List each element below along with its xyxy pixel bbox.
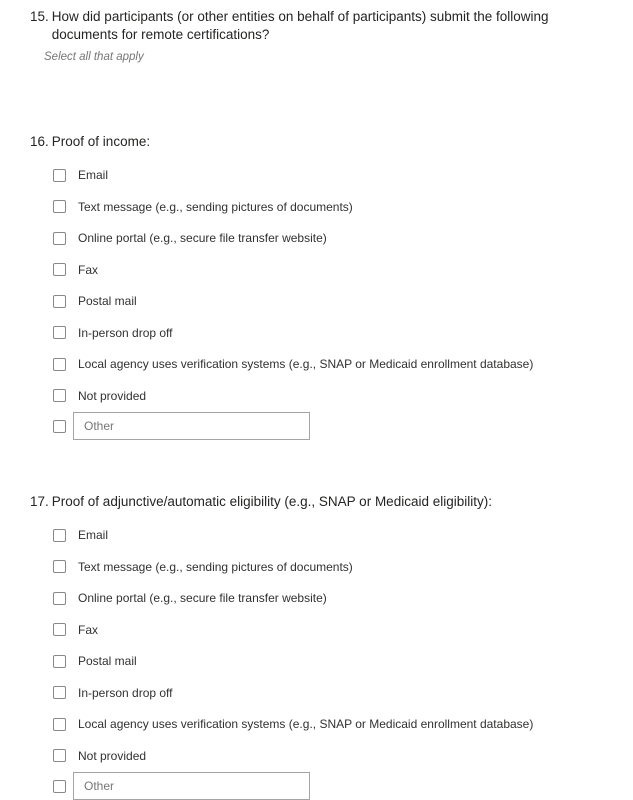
question-15-text: How did participants (or other entities on behalf of participants) submit the following documents for remote certifications? [51, 9, 549, 42]
question-15-subtitle: Select all that apply [44, 51, 144, 63]
checkbox-icon[interactable] [53, 200, 66, 213]
checkbox-option[interactable] [53, 654, 615, 668]
question-16-other-option [53, 412, 615, 440]
checkbox-label: Local agency uses verification systems (e.g., SNAP or Medicaid enrollment database) [78, 357, 534, 371]
checkbox-label: Local agency uses verification systems (e.g., SNAP or Medicaid enrollment database) [78, 717, 534, 731]
checkbox-option[interactable] [53, 717, 615, 731]
question-16-title [30, 133, 615, 151]
checkbox-option[interactable] [53, 623, 615, 637]
checkbox-label: In-person drop off [78, 325, 173, 340]
question-16-text: Proof of income: [51, 134, 151, 149]
checkbox-label: Not provided [78, 748, 147, 763]
checkbox-label: Postal mail [78, 654, 137, 668]
checkbox-label: Online portal (e.g., secure file transfer website) [78, 591, 327, 605]
checkbox-option[interactable] [53, 294, 615, 308]
checkbox-icon[interactable] [53, 686, 66, 699]
checkbox-icon[interactable] [53, 655, 66, 668]
checkbox-option[interactable] [53, 263, 615, 277]
checkbox-option[interactable] [53, 591, 615, 605]
other-text-input[interactable] [73, 772, 310, 800]
checkbox-label: In-person drop off [78, 685, 173, 700]
checkbox-icon[interactable] [53, 560, 66, 573]
question-16-options [53, 168, 615, 403]
checkbox-label: Not provided [78, 388, 147, 403]
checkbox-option[interactable] [53, 357, 615, 371]
checkbox-icon[interactable] [53, 749, 66, 762]
checkbox-icon[interactable] [53, 718, 66, 731]
question-17-other-option [53, 772, 615, 800]
checkbox-icon[interactable] [53, 529, 66, 542]
checkbox-icon[interactable] [53, 358, 66, 371]
checkbox-label: Email [78, 528, 109, 542]
checkbox-label: Online portal (e.g., secure file transfer website) [78, 231, 327, 245]
checkbox-label: Fax [78, 262, 99, 277]
checkbox-icon[interactable] [53, 263, 66, 276]
checkbox-icon[interactable] [53, 623, 66, 636]
question-17-options [53, 528, 615, 763]
question-16-number: 16. [30, 134, 49, 149]
checkbox-option[interactable] [53, 200, 615, 214]
checkbox-icon[interactable] [53, 420, 66, 433]
checkbox-label: Text message (e.g., sending pictures of documents) [78, 199, 353, 214]
question-15 [30, 8, 615, 64]
checkbox-option[interactable] [53, 749, 615, 763]
checkbox-option[interactable] [53, 528, 615, 542]
checkbox-label: Email [78, 168, 109, 182]
checkbox-label: Fax [78, 622, 99, 637]
checkbox-label: Postal mail [78, 294, 137, 308]
checkbox-option[interactable] [53, 326, 615, 340]
checkbox-icon[interactable] [53, 326, 66, 339]
question-17-number: 17. [30, 494, 49, 509]
checkbox-option[interactable] [53, 560, 615, 574]
checkbox-option[interactable] [53, 231, 615, 245]
checkbox-icon[interactable] [53, 169, 66, 182]
question-15-title [30, 8, 615, 44]
checkbox-icon[interactable] [53, 295, 66, 308]
checkbox-option[interactable] [53, 168, 615, 182]
checkbox-icon[interactable] [53, 780, 66, 793]
checkbox-label: Text message (e.g., sending pictures of documents) [78, 559, 353, 574]
other-text-input[interactable] [73, 412, 310, 440]
question-17-title [30, 493, 615, 511]
checkbox-icon[interactable] [53, 389, 66, 402]
question-16 [30, 133, 615, 440]
checkbox-option[interactable] [53, 389, 615, 403]
checkbox-icon[interactable] [53, 232, 66, 245]
question-17 [30, 493, 615, 800]
checkbox-option[interactable] [53, 686, 615, 700]
checkbox-icon[interactable] [53, 592, 66, 605]
question-15-number: 15. [30, 9, 49, 24]
question-17-text: Proof of adjunctive/automatic eligibility (e.g., SNAP or Medicaid eligibility): [51, 494, 492, 509]
